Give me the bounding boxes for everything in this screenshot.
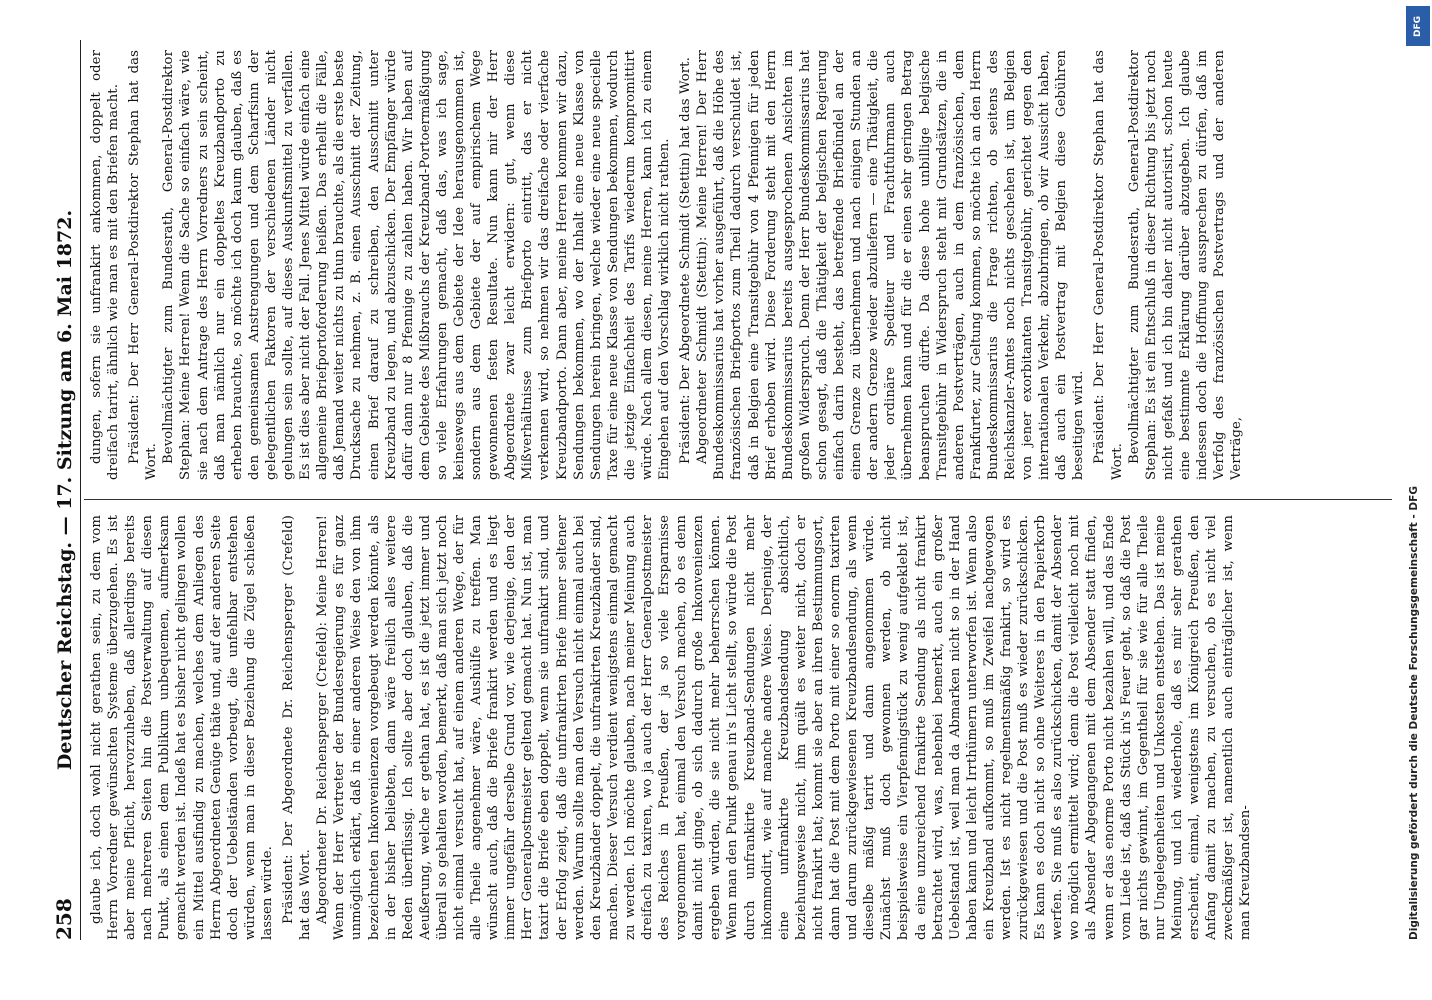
dfg-logo: DFG (1406, 6, 1430, 46)
dfg-strip (1400, 0, 1432, 1000)
president-line: Präsident: Der Abgeordnete Dr. Reichensperger (Crefeld) hat das Wort. (281, 515, 314, 940)
left-column (88, 515, 1392, 940)
speech-paragraph: Abgeordneter Schmidt (Stettin): Meine Herren! Der Herr Bundeskommissarius hat vorher ausgeführt, daß die Höhe des französischen Briefportos zum Theil dadurch verschuldet ist, daß in Belgien eine Transitgebühr von 4 Pfennigen für jeden Brief erhoben wird. Diese Forderung steht mit den Herrn Bundeskommissarius bereits ausgesprochenen Ansichten im großen Widerspruch. Denn der Herr Bundeskommissarius hat schon gesagt, daß die Thätigkeit der belgischen Regierung einfach darin besteht, das betreffende Briefbündel an der einen Grenze zu übernehmen und nach einigen Stunden an der andern Grenze wieder abzuliefern — eine Thätigkeit, die jeder ordinäre Spediteur und Frachtfuhrmann auch übernehmen kann und für die er einen sehr geringen Betrag beanspruchen dürfte. Da diese hohe unbillige belgische Transitgebühr in Widerspruch steht mit Grundsätzen, die in anderen Postverträgen, auch in dem französischen, dem Frankfurter, zur Geltung kommen, so möchte ich an den Herrn Bundeskommissarius die Frage richten, ob seitens des Reichskanzler-Amtes noch nichts geschehen ist, um Belgien von jener exorbitanten Transitgebühr, gerichtet gegen den internationalen Verkehr, abzubringen, ob wir Aussicht haben, daß auch ein Postvertrag mit Belgien diese Gebühren beseitigen wird. (695, 50, 1087, 480)
president-line: Präsident: Der Herr General-Postdirektor Stephan hat das Wort. (127, 50, 160, 480)
speech-paragraph: Abgeordneter Dr. Reichensperger (Crefeld): Meine Herren! Wenn der Herr Vertreter der Bundesregierung es für ganz unmöglich erklärt, daß in einer anderen Weise den von ihm bezeichneten Inkonvenienzen vorgebeugt werden könnte, als in der bisher beliebten, dann wäre freilich alles weitere Reden überflüssig. Ich sollte aber doch glauben, daß die Aeußerung, welche er gethan hat, es ist die jetzt immer und überall so gehalten worden, bemerkt, daß man sich jetzt noch nicht einmal versucht hat, auf einem anderen Wege, der für alle Theile angenehmer wäre, Aushülfe zu treffen. Man wünscht auch, daß die Briefe frankirt werden und es liegt immer ungefähr derselbe Grund vor, wie derjenige, den der Herr Generalpostmeister geltend gemacht hat. Nun ist, man taxirt die Briefe eben doppelt, wenn sie unfrankirt sind, und der Erfolg zeigt, daß die unfrankirten Briefe immer seltener werden. Warum sollte man den Versuch nicht einmal auch bei den Kreuzbänder doppelt, die unfrankirten Kreuzbänder sind, machen. Dieser Versuch verdient wenigstens einmal gemacht zu werden. Ich möchte glauben, nach meiner Meinung auch dreifach zu taxiren, wo ja auch der Herr Generalpostmeister des Reiches in Preußen, der ja so viele Ersparnisse vorgenommen hat, einmal den Versuch machen, ob es denn damit nicht ginge, ob sich dadurch große Inkonvenienzen ergeben würden, die sie nicht mehr beherrschen können. Wenn man den Punkt genau in's Licht stellt, so würde die Post durch unfrankirte Kreuzband-Sendungen nicht mehr inkommodirt, wie auf manche andere Weise. Derjenige, der eine unfrankirte Kreuzbandsendung absichtlich, beziehungsweise nicht, ihm quält es weiter nicht, doch er nicht frankirt hat; kommt sie aber an ihren Bestimmungsort, dann hat die Post mit dem Porto mit einer so enorm taxirten und darum zurückgewiesenen Kreuzbandsendung, als wenn dieselbe mäßig tarirt und dann angenommen würde. Zunächst muß doch gewonnen werden, ob nicht beispielsweise ein Vierpfennigstück zu wenig aufgeklebt ist, da eine unzureichend frankirte Sendung als nicht frankirt betrachtet wird, was, nebenbei bemerkt, auch ein großer Uebelstand ist, weil man da Abmarken nicht so in der Hand haben kann und leicht Irrthümern unterworfen ist. Wenn also ein Kreuzband aufkommt, so muß im Zweifel nachgewogen werden. Ist es nicht regelmentsmäßig frankirt, so wird es zurückgewiesen und die Post muß es wieder zurückschicken. Es kann es doch nicht so ohne Weiteres in den Papierkorb werfen. Sie muß es also zurückschicken, damit der Absender wo möglich ermittelt wird; denn die Post vielleicht noch mit als Absender Abgegangenen mit dem Absender statt finden, wenn er das enorme Porto nicht bezahlen will, und das Ende vom Liede ist, daß das Stück in's Feuer geht, so daß die Post gar nichts gewinnt, im Gegentheil für sie wie für alle Theile nur Ungelegenheiten und Unkosten entstehen. Das ist meine Meinung, und ich wiederhole, daß es mir sehr gerathen erscheint, einmal, wenigstens im Königreich Preußen, den Anfang damit zu machen, zu versuchen, ob es nicht viel zweckmäßiger ist, namentlich auch einträglicher ist, wenn man Kreuzbandsen- (315, 515, 1254, 940)
running-title: Deutscher Reichstag. — 17. Sitzung am 6. Mai 1872. (54, 209, 76, 771)
paragraph: dungen, sofern sie unfrankirt ankommen, doppelt oder dreifach tarirt, ähnlich wie man es mit den Briefen macht. (89, 50, 122, 480)
speech-paragraph: Bevollmächtigter zum Bundesrath, General-Postdirektor Stephan: Es ist ein Entschluß in dieser Richtung bis jetzt noch nicht gefaßt und ich bin daher nicht autorisirt, schon heute eine bestimmte Erklärung darüber abzugeben. Ich glaube indessen doch die Hoffnung aussprechen zu dürfen, daß im Verfolg des französischen Postvertrags und der anderen Verträge, (1126, 50, 1245, 480)
dfg-notice: Digitalisierung gefördert durch die Deutsche Forschungsgemeinschaft - DFG (1408, 486, 1420, 940)
column-divider (84, 499, 1392, 500)
president-line: Präsident: Der Abgeordnete Schmidt (Stettin) hat das Wort. (678, 57, 694, 464)
speech-paragraph: Bevollmächtigter zum Bundesrath, General-Postdirektor Stephan: Meine Herren! Wenn die Sache so einfach wäre, wie sie nach dem Antrage des Herrn Vorredners zu sein scheint, daß man nämlich nur ein doppeltes Kreuzbandporto zu erheben brauchte, so möchte ich doch kaum glauben, daß es den gemeinsamen Anstrengungen und dem Scharfsinn der gelegentlichen Faktoren der verschiedenen Länder nicht gelungen sein sollte, auf dieses Auskunftsmittel zu verfallen. Es ist dies aber nicht der Fall. Jenes Mittel würde einfach eine allgemeine Briefportoforderung heißen. Das erhellt die Fälle, daß Jemand weiter nichts zu thun brauchte, als die erste beste Drucksache zu nehmen, z. B. einen Ausschnitt der Zeitung, einen Brief darauf zu schreiben, den Ausschnitt unter Kreuzband zu legen, und abzuschicken. Der Empfänger würde dafür dann nur 8 Pfennige zu zahlen haben. Wir haben auf dem Gebiete des Mißbrauchs der Kreuzband-Portoermäßigung so viele Erfahrungen gemacht, daß das, was ich sage, keineswegs aus dem Gebiete der Idee herausgenommen ist, sondern aus dem Gebiete der auf empirischem Wege gewonnenen festen Resultate. Nun kann mir der Herr Abgeordnete zwar leicht erwidern: gut, wenn diese Mißverhältnisse zum Briefporto eintritt, das er nicht verkennen wird, so nehmen wir das dreifache oder vierfache Kreuzbandporto. Dann aber, meine Herren kommen wir dazu, Sendungen bekommen, wo der Inhalt eine neue Klasse von Sendungen herein bringen, welche wieder eine neue specielle Taxe für eine neue Klasse von Sendungen bekommen, wodurch die jetzige Einfachheit des Tarifs wiederum kompromittirt würde. Nach allem diesen, meine Herren, kann ich zu einem Eingehen auf den Vorschlag wirklich nicht rathen. (161, 50, 673, 480)
right-column (88, 50, 1392, 480)
page-number: 258 (52, 898, 76, 940)
president-line: Präsident: Der Herr General-Postdirektor Stephan hat das Wort. (1092, 50, 1125, 480)
page-header (46, 40, 81, 940)
paragraph: glaube ich, doch wohl nicht gerathen sein, zu dem vom Herrn Vorredner gewünschten Systeme überzugehen. Es ist aber meine Pflicht, hervorzuheben, daß allerdings bereits nach mehreren Seiten hin die Postverwaltung auf diesen Punkt, als einen dem Publikum unbequemen, aufmerksam gemacht werden ist. Indeß hat es bisher nicht gelingen wollen ein Mittel ausfindig zu machen, welches dem Anliegen des Herrn Abgeordneten Genüge thäte und, auf der anderen Seite doch der Uebelständen vorbeugt, die unfehlbar entstehen würden, wenn man in dieser Beziehung die Zügel schießen lassen würde. (89, 515, 275, 940)
